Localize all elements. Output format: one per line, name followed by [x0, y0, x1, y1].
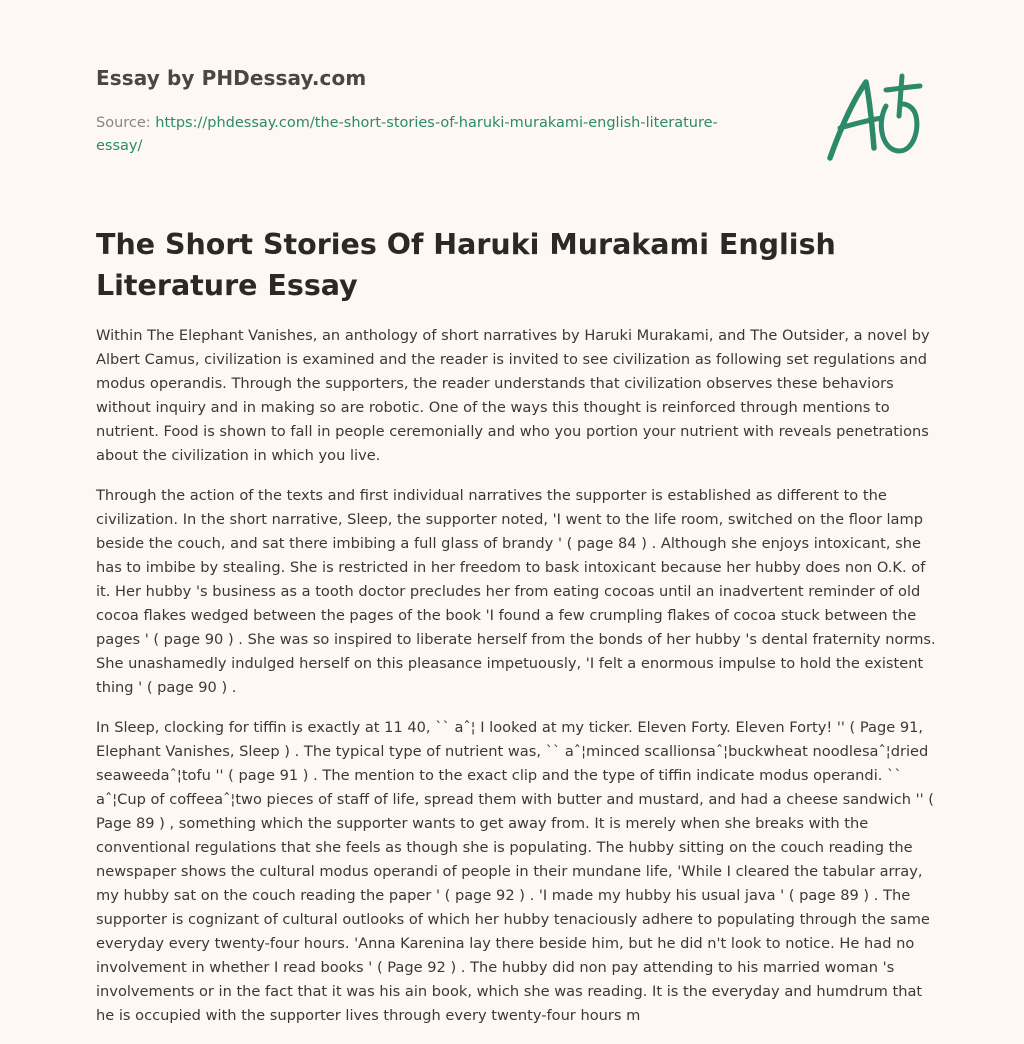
site-brand: Essay by PHDessay.com — [96, 66, 367, 90]
article-paragraph: Through the action of the texts and first individual narratives the supporter is established as different to the civilization. In the short narrative, Sleep, the supporter noted, 'I went to the life room, switched on the floor lamp beside the couch, and sat there imbibing a full glass of brandy ' ( page 84 ) . Although she enjoys intoxicant, she has to imbibe by stealing. She is restricted in her freedom to bask intoxicant because her hubby does non O.K. of it. Her hubby 's business as a tooth doctor precludes her from eating cocoas until an inadvertent reminder of old cocoa flakes wedged between the pages of the book 'I found a few crumpling flakes of cocoa stuck between the pages ' ( page 90 ) . She was so inspired to liberate herself from the bonds of her hubby 's dental fraternity norms. She unashamedly indulged herself on this pleasance impetuously, 'I felt a enormous impulse to hold the existent thing ' ( page 90 ) . — [96, 487, 936, 696]
article-paragraph: In Sleep, clocking for tiffin is exactly at 11 40, `` aˆ¦ I looked at my ticker. Eleven Forty. Eleven Forty! '' ( Page 91, Elephant Vanishes, Sleep ) . The typical type of nutrient was, `` aˆ¦minced scallionsaˆ¦buckwheat noodlesaˆ¦dried seaweedaˆ¦tofu '' ( page 91 ) . The mention to the exact clip and the type of tiffin indicate modus operandi. `` aˆ¦Cup of coffeeaˆ¦two pieces of staff of life, spread them with butter and mustard, and had a cheese sandwich '' ( Page 89 ) , something which the supporter wants to get away from. It is merely when she breaks with the conventional regulations that she feels as though she is populating. The hubby sitting on the couch reading the newspaper shows the cultural modus operandi of people in their mundane life, 'While I cleared the tabular array, my hubby sat on the couch reading the paper ' ( page 92 ) . 'I made my hubby his usual java ' ( page 89 ) . The supporter is cognizant of cultural outlooks of which her hubby tenaciously adhere to populating through the same everyday every twenty-four hours. 'Anna Karenina lay there beside him, but he did n't look to notice. He had no involvement in whether I read books ' ( Page 92 ) . The hubby did non pay attending to his married woman 's involvements or in the fact that it was his ain book, which she was reading. It is the everyday and humdrum that he is occupied with the supporter lives through every twenty-four hours m — [96, 719, 934, 1024]
source-link[interactable]: https://phdessay.com/the-short-stories-of-haruki-murakami-english-literature-essay/ — [96, 115, 718, 154]
article-paragraph: Within The Elephant Vanishes, an anthology of short narratives by Haruki Murakami, and The Outsider, a novel by Albert Camus, civilization is examined and the reader is invited to see civilization as following set regulations and modus operandis. Through the supporters, the reader understands that civilization observes these behaviors without inquiry and in making so are robotic. One of the ways this thought is reinforced through mentions to nutrient. Food is shown to fall in people ceremonially and who you portion your nutrient with reveals penetrations about the civilization in which you live. — [96, 327, 930, 464]
a-plus-logo-icon — [822, 68, 932, 168]
article-body — [96, 324, 936, 1044]
source-label: Source: — [96, 115, 151, 131]
article-title: The Short Stories Of Haruki Murakami English Literature Essay — [96, 228, 836, 302]
source-line — [96, 112, 756, 158]
